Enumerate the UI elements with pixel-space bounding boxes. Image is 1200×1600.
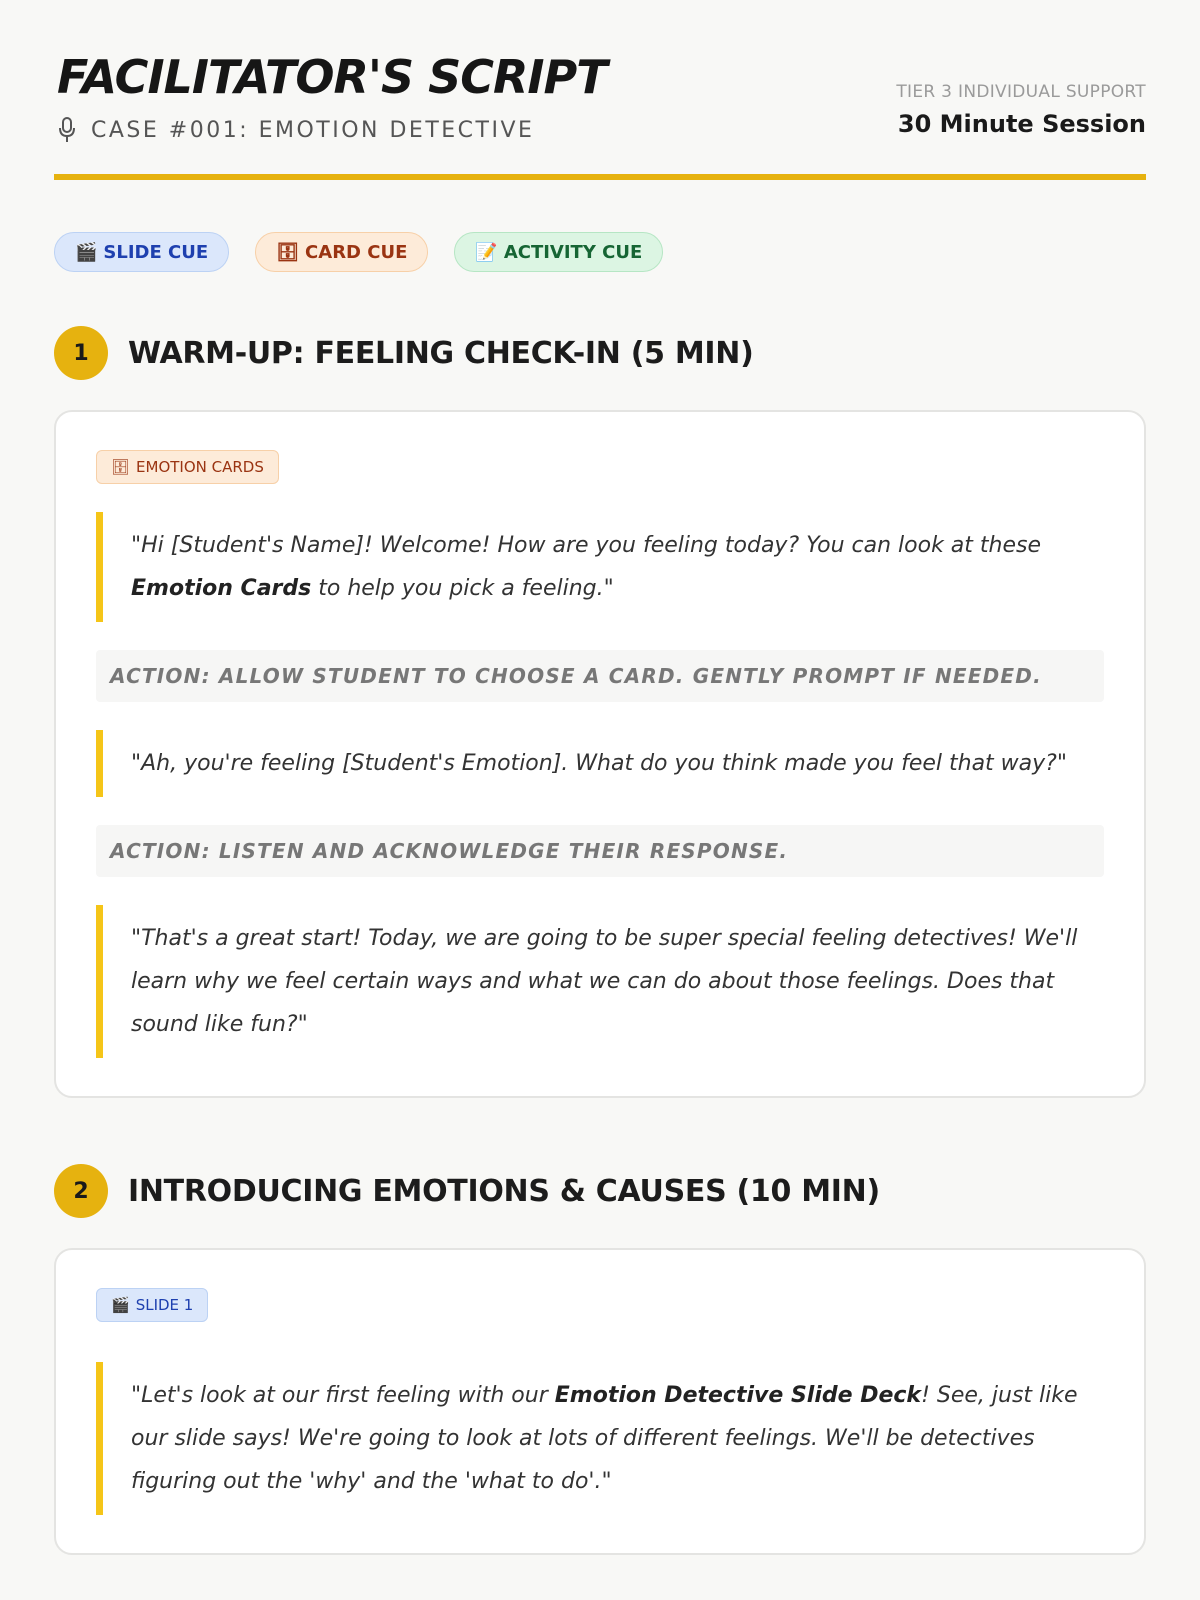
section-1-card	[54, 410, 1146, 1098]
quote-text: to help you pick a feeling."	[311, 576, 614, 601]
legend-label: ACTIVITY CUE	[503, 241, 643, 263]
script-quote	[96, 512, 1104, 622]
clapperboard-icon: 🎬	[75, 241, 98, 263]
section-number-badge: 2	[54, 1164, 108, 1218]
section-number-badge: 1	[54, 326, 108, 380]
tag-label: SLIDE 1	[135, 1296, 194, 1314]
tier-label: TIER 3 INDIVIDUAL SUPPORT	[896, 82, 1146, 102]
emotion-cards-tag	[96, 450, 279, 484]
microphone-icon	[57, 116, 77, 144]
clapperboard-icon: 🎬	[111, 1296, 130, 1314]
card-file-box-icon: 🗄	[276, 241, 300, 263]
legend-slide-cue	[54, 232, 229, 272]
legend-card-cue	[255, 232, 428, 272]
section-2-card	[54, 1248, 1146, 1555]
section-1-heading	[54, 326, 1146, 380]
slide-1-tag	[96, 1288, 208, 1322]
action-note: ACTION: LISTEN AND ACKNOWLEDGE THEIR RESPONSE.	[96, 825, 1104, 877]
case-subtitle	[57, 116, 534, 144]
header	[54, 0, 1146, 180]
legend-label: CARD CUE	[305, 241, 408, 263]
script-quote	[96, 1362, 1104, 1515]
script-quote: "Ah, you're feeling [Student's Emotion]. What do you think made you feel that way?"	[96, 730, 1104, 797]
quote-emphasis: Emotion Cards	[131, 576, 312, 601]
session-duration: 30 Minute Session	[897, 110, 1146, 138]
section-title: INTRODUCING EMOTIONS & CAUSES (10 MIN)	[128, 1173, 880, 1209]
quote-text: "Let's look at our first feeling with our	[131, 1383, 555, 1408]
page-title: FACILITATOR'S SCRIPT	[57, 50, 607, 104]
tag-label: EMOTION CARDS	[136, 458, 264, 476]
legend-activity-cue	[454, 232, 663, 272]
section-title: WARM-UP: FEELING CHECK-IN (5 MIN)	[128, 335, 754, 371]
quote-emphasis: Emotion Detective Slide Deck	[554, 1383, 922, 1408]
quote-text: "Hi [Student's Name]! Welcome! How are you feeling today? You can look at these	[131, 533, 1042, 558]
script-quote: "That's a great start! Today, we are going to be super special feeling detectives! We'll learn why we feel certain ways and what we can do about those feelings. Does that sound like fun?"	[96, 905, 1104, 1058]
case-label: CASE #001: EMOTION DETECTIVE	[91, 117, 535, 143]
cue-legend	[54, 232, 1146, 272]
card-file-box-icon: 🗄	[111, 458, 131, 476]
action-note: ACTION: ALLOW STUDENT TO CHOOSE A CARD. GENTLY PROMPT IF NEEDED.	[96, 650, 1104, 702]
section-2-heading	[54, 1164, 1146, 1218]
legend-label: SLIDE CUE	[103, 241, 209, 263]
quote-text: ! See, just like our slide says! We're going to look at lots of different feelings. We'll be detectives figuring out the 'why' and the 'what to do'."	[131, 1383, 1078, 1494]
memo-icon: 📝	[475, 241, 498, 263]
